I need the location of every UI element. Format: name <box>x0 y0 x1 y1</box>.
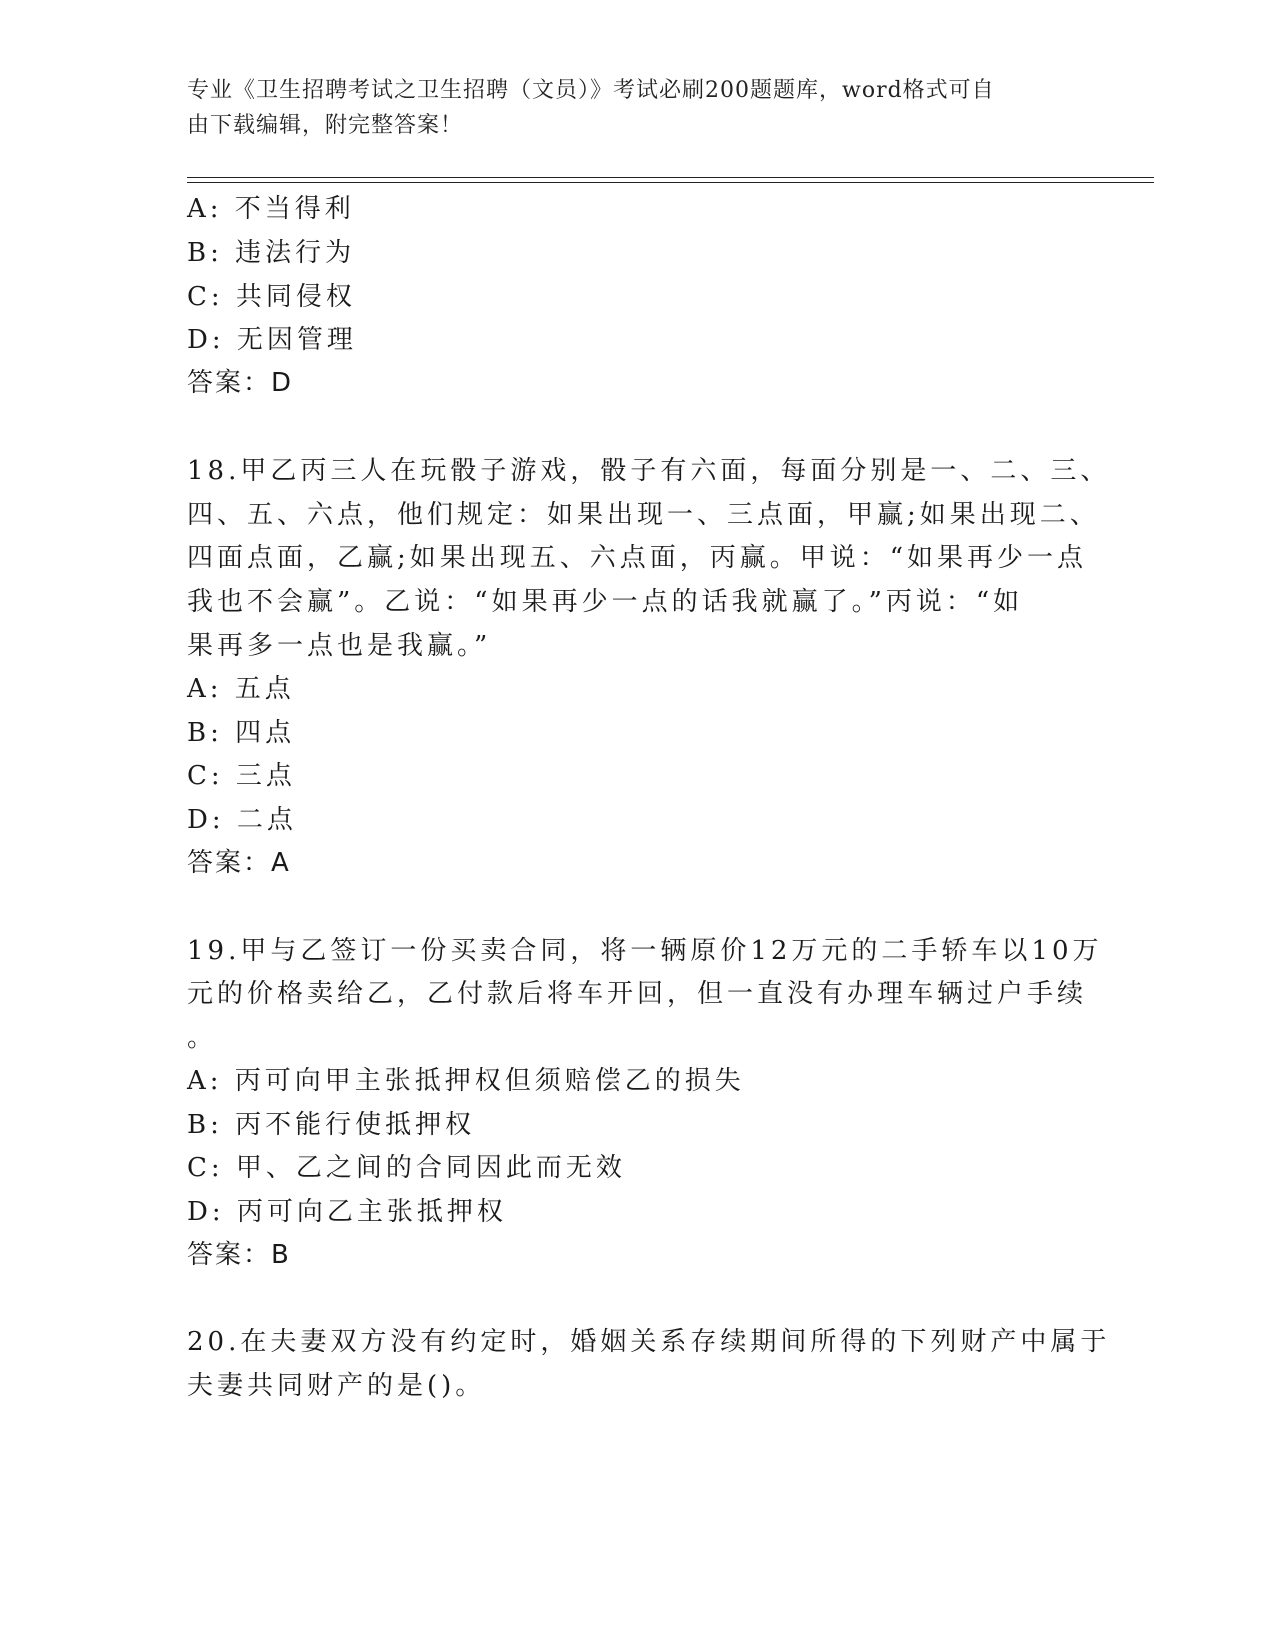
q19-option-d: D: 丙可向乙主张抵押权 <box>187 1197 507 1227</box>
q20-stem-line-1: 20.在夫妻双方没有约定时，婚姻关系存续期间所得的下列财产中属于 <box>187 1327 1111 1357</box>
header-divider-top <box>187 177 1154 178</box>
document-header <box>187 73 1067 143</box>
q19-option-c: C: 甲、乙之间的合同因此而无效 <box>187 1153 626 1183</box>
q18-stem-line-3: 四面点面，乙赢;如果出现五、六点面，丙赢。甲说：“如果再少一点 <box>187 543 1088 573</box>
q18-stem-line-1: 18.甲乙丙三人在玩骰子游戏，骰子有六面，每面分别是一、二、三、 <box>187 456 1111 486</box>
q19-stem-line-2: 元的价格卖给乙，乙付款后将车开回，但一直没有办理车辆过户手续 <box>187 979 1088 1009</box>
q18-option-b: B: 四点 <box>187 718 296 748</box>
q19-stem-line-1: 19.甲与乙签订一份买卖合同，将一辆原价12万元的二手轿车以10万 <box>187 936 1103 966</box>
q17-option-a: A: 不当得利 <box>187 194 355 224</box>
header-divider-bottom <box>187 182 1154 183</box>
q18-stem-line-5: 果再多一点也是我赢。” <box>187 631 492 661</box>
q18-stem-line-2: 四、五、六点，他们规定：如果出现一、三点面，甲赢;如果出现二、 <box>187 500 1100 530</box>
q18-option-c: C: 三点 <box>187 761 296 791</box>
q18-option-a: A: 五点 <box>187 674 295 704</box>
q20-stem-line-2: 夫妻共同财产的是()。 <box>187 1371 486 1401</box>
header-line-2: 由下载编辑，附完整答案！ <box>187 113 464 138</box>
q18-stem-line-4: 我也不会赢”。乙说：“如果再少一点的话我就赢了。”丙说：“如 <box>187 587 1024 617</box>
q19-option-a: A: 丙可向甲主张抵押权但须赔偿乙的损失 <box>187 1066 745 1096</box>
q18-option-d: D: 二点 <box>187 805 297 835</box>
q17-option-b: B: 违法行为 <box>187 238 356 268</box>
header-line-1: 专业《卫生招聘考试之卫生招聘（文员）》考试必刷200题题库，word格式可自 <box>187 78 995 103</box>
q17-option-c: C: 共同侵权 <box>187 282 356 312</box>
q17-option-d: D: 无因管理 <box>187 325 357 355</box>
q17-answer: 答案：D <box>187 368 294 398</box>
q19-option-b: B: 丙不能行使抵押权 <box>187 1110 476 1140</box>
q19-stem-line-3: 。 <box>187 1023 218 1053</box>
q18-answer: 答案：A <box>187 848 291 878</box>
q19-answer: 答案：B <box>187 1240 291 1270</box>
